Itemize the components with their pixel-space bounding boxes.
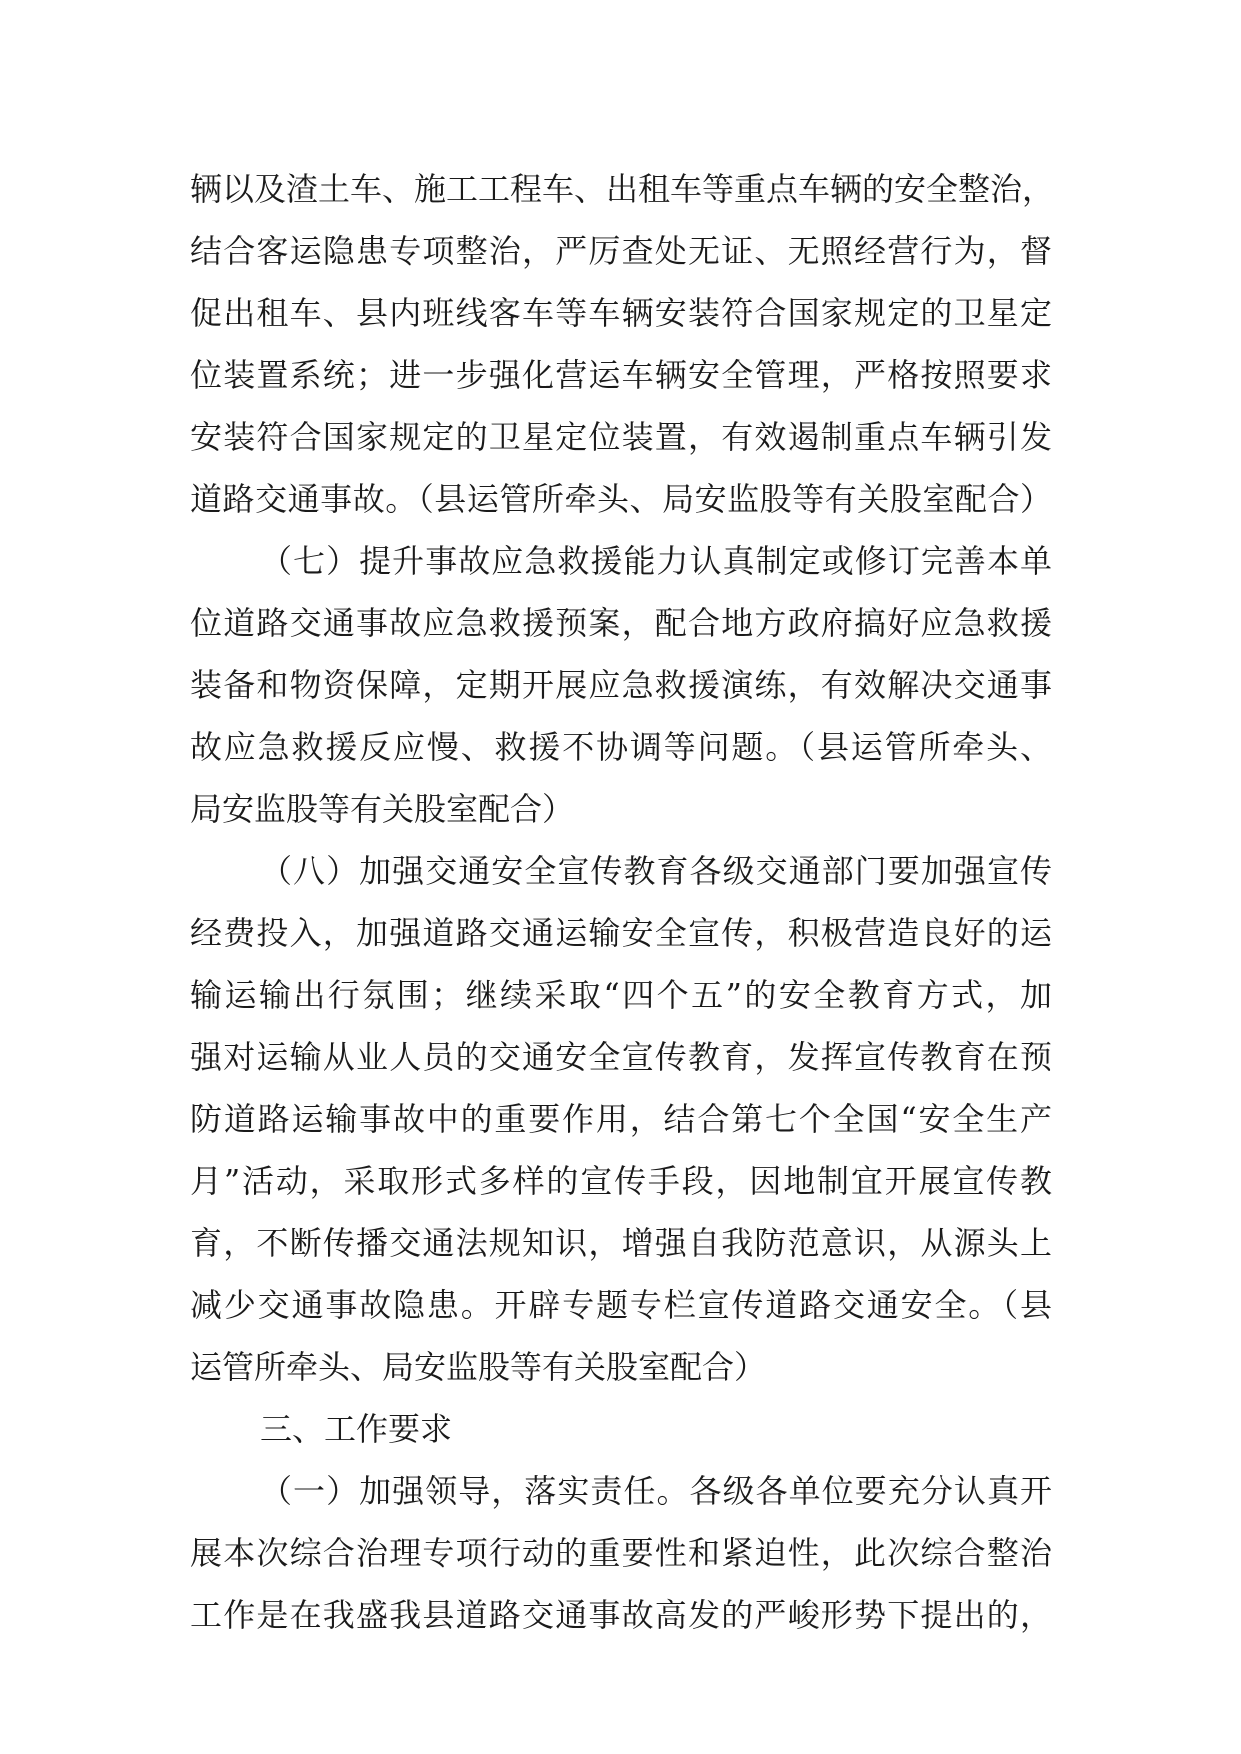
text-line: （七）提升事故应急救援能力认真制定或修订完善本单 <box>260 542 1052 580</box>
text-line: 强对运输从业人员的交通安全宣传教育，发挥宣传教育在预 <box>190 1038 1052 1076</box>
text-line: 工作是在我盛我县道路交通事故高发的严峻形势下提出的， <box>190 1596 1052 1634</box>
text-line: 促出租车、县内班线客车等车辆安装符合国家规定的卫星定 <box>190 294 1052 332</box>
text-line: 位装置系统；进一步强化营运车辆安全管理，严格按照要求 <box>190 356 1052 394</box>
text-line: 减少交通事故隐患。开辟专题专栏宣传道路交通安全。（县 <box>190 1286 1052 1324</box>
text-line: 安装符合国家规定的卫星定位装置，有效遏制重点车辆引发 <box>190 418 1052 456</box>
text-line: 辆以及渣土车、施工工程车、出租车等重点车辆的安全整治， <box>190 170 1055 208</box>
text-line: 育，不断传播交通法规知识，增强自我防范意识，从源头上 <box>190 1224 1052 1262</box>
text-line: 月”活动，采取形式多样的宣传手段，因地制宜开展宣传教 <box>190 1162 1052 1200</box>
text-line: 展本次综合治理专项行动的重要性和紧迫性，此次综合整治 <box>190 1534 1052 1572</box>
text-line: 位道路交通事故应急救援预案，配合地方政府搞好应急救援 <box>190 604 1052 642</box>
document-body <box>190 158 1055 1646</box>
text-line: （一）加强领导，落实责任。各级各单位要充分认真开 <box>260 1472 1052 1510</box>
text-line: 局安监股等有关股室配合） <box>190 790 575 828</box>
text-line: 结合客运隐患专项整治，严厉查处无证、无照经营行为，督 <box>190 232 1052 270</box>
text-line: 道路交通事故。（县运管所牵头、局安监股等有关股室配合） <box>190 480 1052 518</box>
text-line: 输运输出行氛围；继续采取“四个五”的安全教育方式，加 <box>190 976 1052 1014</box>
text-line: 三、工作要求 <box>260 1410 453 1448</box>
text-line: （八）加强交通安全宣传教育各级交通部门要加强宣传 <box>260 852 1052 890</box>
text-line: 运管所牵头、局安监股等有关股室配合） <box>190 1348 767 1386</box>
text-line: 故应急救援反应慢、救援不协调等问题。（县运管所牵头、 <box>190 728 1052 766</box>
text-line: 经费投入，加强道路交通运输安全宣传，积极营造良好的运 <box>190 914 1052 952</box>
text-line: 防道路运输事故中的重要作用，结合第七个全国“安全生产 <box>190 1100 1052 1138</box>
text-line: 装备和物资保障，定期开展应急救援演练，有效解决交通事 <box>190 666 1052 704</box>
